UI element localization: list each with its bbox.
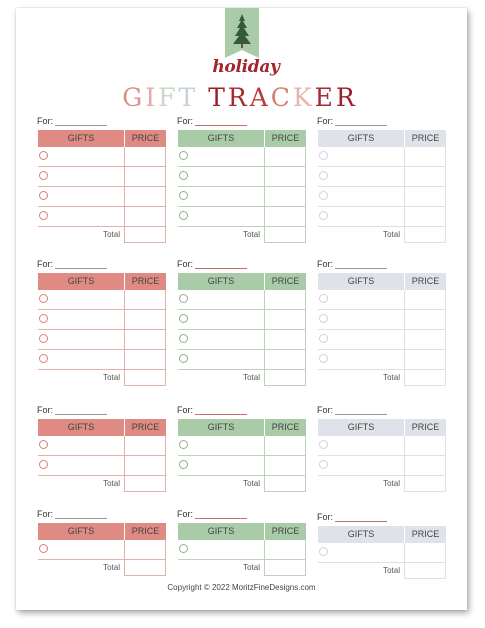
recipient-line[interactable] [195,117,247,126]
tracker-header [38,419,166,436]
gift-row[interactable] [318,436,446,456]
total-cell[interactable] [264,560,306,576]
checkbox-circle[interactable] [179,151,188,160]
gift-row[interactable] [318,167,446,187]
gift-row[interactable] [38,207,166,227]
gift-row[interactable] [178,147,306,167]
price-header: PRICE [405,526,446,543]
gift-rows [178,147,306,243]
for-text: For: [37,509,54,519]
gift-row[interactable] [38,290,166,310]
gift-row[interactable] [38,436,166,456]
total-row [178,227,306,243]
checkbox-circle[interactable] [319,460,328,469]
tracker-header [178,273,306,290]
recipient-line[interactable] [195,510,247,519]
price-cell[interactable] [124,540,166,559]
gift-row[interactable] [318,310,446,330]
gifts-header: GIFTS [178,130,264,147]
price-cell[interactable] [404,187,446,206]
gifts-header: GIFTS [318,273,404,290]
total-row [178,560,306,576]
total-cell[interactable] [404,476,446,492]
gift-rows [318,147,446,243]
checkbox-circle[interactable] [39,171,48,180]
title-letter: I [145,83,159,112]
total-row [38,227,166,243]
total-label: Total [383,230,400,239]
tracker-header [38,130,166,147]
title-letter: R [335,83,358,112]
checkbox-circle[interactable] [179,191,188,200]
checkbox-circle[interactable] [319,547,328,556]
total-cell[interactable] [124,560,166,576]
for-label [317,259,387,269]
gift-row[interactable] [318,187,446,207]
for-text: For: [317,405,334,415]
main-title [120,83,360,112]
total-cell[interactable] [124,476,166,492]
total-row [178,370,306,386]
gifts-header: GIFTS [318,130,404,147]
tracker-header [38,273,166,290]
recipient-line[interactable] [335,117,387,126]
checkbox-circle[interactable] [319,440,328,449]
total-row [38,560,166,576]
total-label: Total [383,566,400,575]
gifts-header: GIFTS [38,273,124,290]
price-cell[interactable] [404,350,446,369]
gift-row[interactable] [318,290,446,310]
total-label: Total [383,479,400,488]
checkbox-circle[interactable] [39,151,48,160]
title-letter: T [208,83,228,112]
recipient-line[interactable] [55,406,107,415]
total-label: Total [243,373,260,382]
script-title: holiday [212,57,280,77]
gift-row[interactable] [178,187,306,207]
for-label [177,509,247,519]
for-label [37,405,107,415]
checkbox-circle[interactable] [39,211,48,220]
ribbon-banner [225,8,259,58]
total-cell[interactable] [264,476,306,492]
price-cell[interactable] [124,147,166,166]
tracker-header [318,526,446,543]
price-cell[interactable] [264,167,306,186]
checkbox-circle[interactable] [319,314,328,323]
price-header: PRICE [125,419,166,436]
recipient-line[interactable] [55,117,107,126]
price-cell[interactable] [264,147,306,166]
title-letter: G [122,83,146,112]
for-label [317,116,387,126]
price-cell[interactable] [264,207,306,226]
tracker-header [318,419,446,436]
for-label [37,259,107,269]
gift-row[interactable] [178,540,306,560]
gift-rows [318,290,446,386]
price-cell[interactable] [404,456,446,475]
gift-row[interactable] [178,456,306,476]
tracker-header [178,130,306,147]
gift-row[interactable] [178,330,306,350]
gift-row[interactable] [178,436,306,456]
total-row [178,476,306,492]
checkbox-circle[interactable] [179,544,188,553]
recipient-line[interactable] [195,406,247,415]
price-cell[interactable] [124,436,166,455]
checkbox-circle[interactable] [179,294,188,303]
gifts-header: GIFTS [318,526,404,543]
total-label: Total [103,479,120,488]
checkbox-circle[interactable] [319,354,328,363]
price-cell[interactable] [264,456,306,475]
gift-row[interactable] [38,456,166,476]
total-cell[interactable] [124,227,166,243]
gift-rows [178,290,306,386]
price-cell[interactable] [264,187,306,206]
gift-rows [178,436,306,492]
gift-row[interactable] [38,167,166,187]
gifts-header: GIFTS [38,419,124,436]
for-label [177,259,247,269]
price-cell[interactable] [404,147,446,166]
price-cell[interactable] [124,167,166,186]
gift-rows [318,436,446,492]
price-header: PRICE [405,273,446,290]
for-text: For: [177,405,194,415]
gift-row[interactable] [38,350,166,370]
title-letter: A [249,83,271,112]
checkbox-circle[interactable] [39,460,48,469]
total-label: Total [383,373,400,382]
gift-row[interactable] [38,187,166,207]
gifts-header: GIFTS [38,523,124,540]
recipient-line[interactable] [335,260,387,269]
total-cell[interactable] [404,227,446,243]
recipient-line[interactable] [335,513,387,522]
for-label [177,405,247,415]
price-header: PRICE [265,130,306,147]
checkbox-circle[interactable] [179,171,188,180]
price-cell[interactable] [404,207,446,226]
recipient-line[interactable] [195,260,247,269]
checkbox-circle[interactable] [179,354,188,363]
gift-row[interactable] [38,310,166,330]
gift-rows [38,436,166,492]
total-label: Total [243,479,260,488]
price-cell[interactable] [124,350,166,369]
price-cell[interactable] [404,290,446,309]
total-cell[interactable] [404,370,446,386]
total-row [318,227,446,243]
recipient-line[interactable] [55,510,107,519]
checkbox-circle[interactable] [39,294,48,303]
price-header: PRICE [405,419,446,436]
gift-row[interactable] [318,543,446,563]
price-cell[interactable] [124,330,166,349]
gift-row[interactable] [178,290,306,310]
for-text: For: [317,512,334,522]
total-row [38,370,166,386]
gift-row[interactable] [38,540,166,560]
title-letter: F [158,83,179,112]
checkbox-circle[interactable] [39,191,48,200]
price-header: PRICE [265,273,306,290]
price-cell[interactable] [264,350,306,369]
total-label: Total [243,563,260,572]
gift-row[interactable] [38,330,166,350]
price-header: PRICE [265,523,306,540]
gift-rows [38,147,166,243]
for-label [317,512,387,522]
price-cell[interactable] [124,207,166,226]
price-cell[interactable] [404,167,446,186]
title-letter: K [292,83,315,112]
price-cell[interactable] [264,540,306,559]
checkbox-circle[interactable] [179,460,188,469]
checkbox-circle[interactable] [39,334,48,343]
price-cell[interactable] [124,187,166,206]
price-cell[interactable] [404,543,446,562]
price-cell[interactable] [404,330,446,349]
checkbox-circle[interactable] [179,334,188,343]
tracker-header [178,523,306,540]
total-label: Total [103,563,120,572]
price-cell[interactable] [264,436,306,455]
price-cell[interactable] [404,436,446,455]
gift-row[interactable] [318,456,446,476]
title-letter: R [227,83,250,112]
tracker-header [318,130,446,147]
total-cell[interactable] [264,227,306,243]
copyright-text: Copyright © 2022 MoritzFineDesigns.com [167,583,316,592]
title-letter: T [178,83,199,112]
checkbox-circle[interactable] [319,334,328,343]
for-label [317,405,387,415]
checkbox-circle[interactable] [179,211,188,220]
gift-row[interactable] [178,310,306,330]
checkbox-circle[interactable] [39,440,48,449]
for-text: For: [317,259,334,269]
for-text: For: [177,116,194,126]
printable-page [16,8,467,610]
total-row [318,370,446,386]
gift-row[interactable] [38,147,166,167]
price-header: PRICE [265,419,306,436]
price-cell[interactable] [264,290,306,309]
gifts-header: GIFTS [318,419,404,436]
price-cell[interactable] [264,310,306,329]
checkbox-circle[interactable] [319,151,328,160]
total-row [318,476,446,492]
for-text: For: [37,259,54,269]
total-label: Total [103,230,120,239]
gift-row[interactable] [178,167,306,187]
total-label: Total [243,230,260,239]
price-header: PRICE [125,130,166,147]
for-text: For: [37,116,54,126]
for-text: For: [317,116,334,126]
for-text: For: [37,405,54,415]
for-label [177,116,247,126]
total-cell[interactable] [124,370,166,386]
price-cell[interactable] [124,290,166,309]
checkbox-circle[interactable] [319,294,328,303]
price-header: PRICE [405,130,446,147]
gift-row[interactable] [318,350,446,370]
gifts-header: GIFTS [178,523,264,540]
gift-row[interactable] [178,207,306,227]
price-cell[interactable] [404,310,446,329]
price-cell[interactable] [124,310,166,329]
checkbox-circle[interactable] [319,211,328,220]
for-label [37,509,107,519]
checkbox-circle[interactable] [179,314,188,323]
total-cell[interactable] [404,563,446,579]
price-cell[interactable] [124,456,166,475]
total-row [318,563,446,579]
gifts-header: GIFTS [178,273,264,290]
gift-row[interactable] [178,350,306,370]
gift-rows [318,543,446,579]
checkbox-circle[interactable] [39,544,48,553]
recipient-line[interactable] [335,406,387,415]
gift-rows [38,290,166,386]
checkbox-circle[interactable] [319,171,328,180]
gift-row[interactable] [318,330,446,350]
gift-rows [178,540,306,576]
total-row [38,476,166,492]
gifts-header: GIFTS [38,130,124,147]
price-cell[interactable] [264,330,306,349]
gift-rows [38,540,166,576]
christmas-tree-icon [230,12,254,50]
gifts-header: GIFTS [178,419,264,436]
title-letter: C [270,83,293,112]
checkbox-circle[interactable] [179,440,188,449]
total-label: Total [103,373,120,382]
tracker-header [178,419,306,436]
price-header: PRICE [125,273,166,290]
tracker-header [318,273,446,290]
tracker-header [38,523,166,540]
checkbox-circle[interactable] [39,354,48,363]
recipient-line[interactable] [55,260,107,269]
checkbox-circle[interactable] [319,191,328,200]
title-letter: E [314,83,336,112]
for-text: For: [177,509,194,519]
for-text: For: [177,259,194,269]
checkbox-circle[interactable] [39,314,48,323]
gift-row[interactable] [318,147,446,167]
price-header: PRICE [125,523,166,540]
total-cell[interactable] [264,370,306,386]
gift-row[interactable] [318,207,446,227]
for-label [37,116,107,126]
